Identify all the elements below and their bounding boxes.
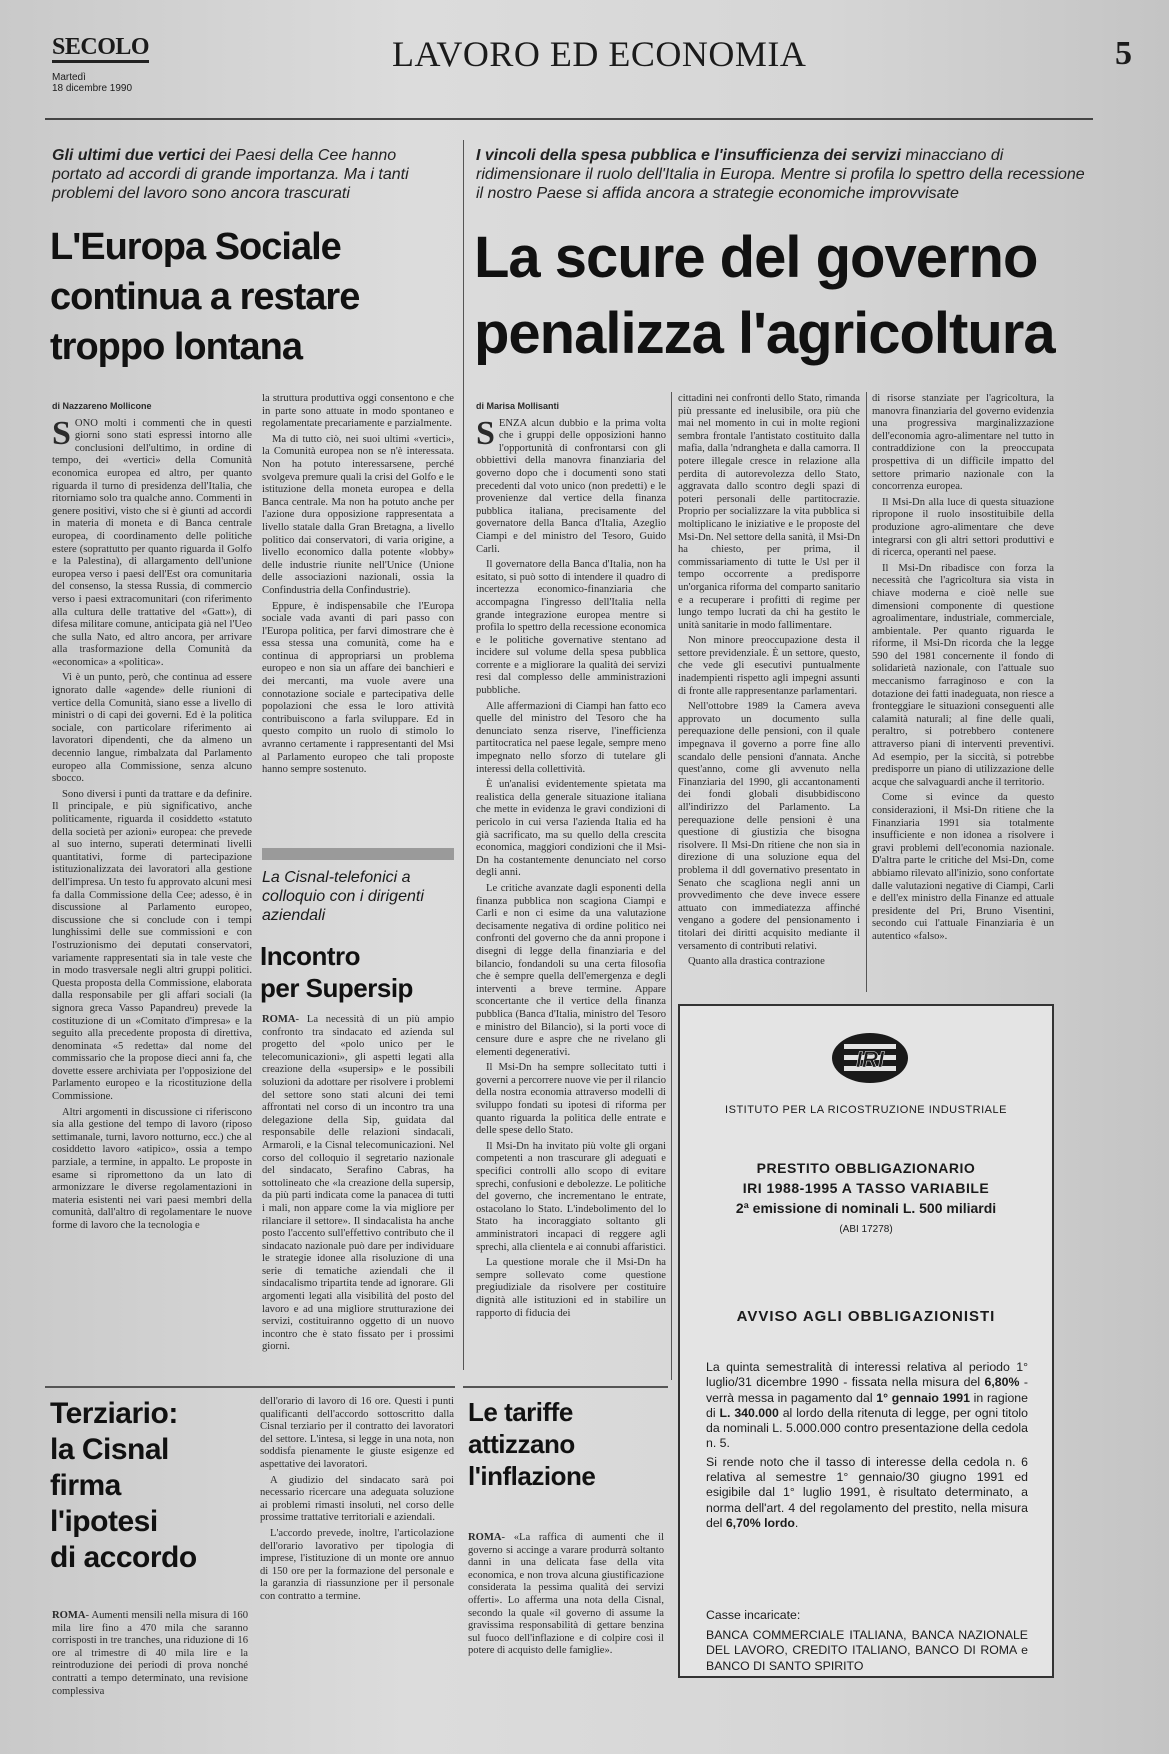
- agricoltura-paragraph: Il Msi-Dn ha invitato più volte gli organi competenti a non trascurare gli adeguati e specifici controlli allo scopo di evitare sprechi, confusioni e debolezze. Le politiche del governo, che incrementano le entrate, ostacolano lo Stato. L'indebolimento del lo Stato ha incoraggiato soltanto gli amministratori incapaci di reggere agli sprechi, alla clientela e ai connubi affaristici.: [476, 1140, 666, 1253]
- section-title: LAVORO ED ECONOMIA: [392, 34, 807, 74]
- newspaper-logo: SECOLO: [52, 34, 149, 63]
- agricoltura-paragraph: cittadini nei confronti dello Stato, rimanda più pressante ed inelusibile, ora più che mai nel momento in cui in molte regioni sembra frontale l'antistato costituito dalla mafia, dalla 'ndrangheta e dalla camorra. Il potere illegale cresce in relazione alla perdita di autorevolezza dello Stato, aggravata dallo scontro degli spazi di poteri personali delle partitocrazie. Proprio per socializzare la vita pubblica si moltiplicano le iniziative e le proposte del Msi-Dn. Nel settore della sanità, il Msi-Dn ha chiesto, per prima, il commissariamento di tutte le Usl per il tempo occorrente a predisporre un'organica riforma del comparto sanitario e a recuperare i profitti di regime per lungo tempo lucrati da chi ha gestito le unità sanitarie in modo fallimentare.: [678, 393, 860, 631]
- iri-institute-name: ISTITUTO PER LA RICOSTRUZIONE INDUSTRIALE: [725, 1104, 1007, 1116]
- tariffe-body: [468, 1532, 664, 1732]
- agricoltura-paragraph: Il governatore della Banca d'Italia, non ha esitato, si può sotto di intendere il quadro di incertezza economico-finanziaria che accompagna l'ingresso dell'Italia nella grande integrazione europea mentre si profila lo spettro della recessione economica e le politiche governative stentano ad incidere sul volume della spesa pubblica corrente e a migliorare la qualità dei servizi resi dal complesso delle amministrazioni pubbliche.: [476, 559, 666, 697]
- agricoltura-kicker: [476, 146, 1086, 203]
- europa-paragraph: Eppure, è indispensabile che l'Europa sociale vada avanti di pari passo con l'Europa politica, per farvi dimostrare che è essa stessa una comunità, come ha e continua di appropriarsi un problema europeo e non sia un affare dei banchieri e dei mercanti, ma vuole avere una connotazione sociale e partecipativa delle popolazioni che essa le loro attività contribuiscono a farla sviluppare. Ed in questo compito un ruolo di stimolo lo avranno certamente i rappresentanti del Msi al Parlamento europeo che tali proposte hanno sempre sostenuto.: [262, 600, 454, 776]
- agricoltura-headline: [474, 220, 1094, 372]
- agricoltura-column-1: [476, 400, 666, 1380]
- telefonici-text: - La necessità di un più ampio confronto tra sindacato ed azienda sul progetto del «polo unico per le telecomunicazioni», gli aspetti legati alla creazione della «supersip» e le possibili soluzioni da adottare per risolvere i problemi del settore sono stati alcuni dei temi affrontati nel corso di un incontro tra una delegazione della Sip, guidata dal responsabile delle relazioni sindacali, Armaroli, e la Cisnal telecomunicazioni. Nel corso del colloquio il segretario nazionale del sindacato, Serafino Cabras, ha sottolineato che «la creazione della supersip, da più parti indicata come la panacea di tutti i mali, non appare come la via migliore per rilanciare il settore». Il sindacalista ha anche posto l'accento sull'effettivo contributo che il sindacato nazionale può dare per individuare le strategie idonee alla risoluzione di una serie di tematiche aziendali che il sindacalismo tripartita tende ad ignorare. Gli argomenti legati alla visibilità del posto del lavoro e ad una migliore strutturazione dei servizi, costituiranno oggetto di un nuovo incontro che è stato fissato per i prossimi giorni.: [262, 1014, 454, 1353]
- agricoltura-paragraph: Il Msi-Dn alla luce di questa situazione ripropone il ruolo insostituibile della produzione agro-alimentare che deve integrarsi con gli altri settori produttivi e di ricerca, operanti nel paese.: [872, 496, 1054, 559]
- agricoltura-paragraph: La questione morale che il Msi-Dn ha sempre sollevato come questione pregiudiziale da risolvere per costituire dignità alle istituzioni ed in stabilire un rapporto di fiducia dei: [476, 1257, 666, 1319]
- terziario-headline-line: la Cisnal: [50, 1433, 169, 1466]
- terziario-headline-line: firma: [50, 1469, 121, 1502]
- page-number: 5: [1115, 35, 1132, 72]
- terziario-text: - Aumenti mensili nella misura di 160 mila lire fino a 470 mila che saranno corrisposti in tre tranches, una riduzione di 16 ore al trimestre di 40 mila lire e la reintroduzione dei periodi di prova nonché contratti a tempo determinato, una revisione complessiva: [52, 1610, 248, 1697]
- ad-abi-code: (ABI 17278): [839, 1224, 893, 1235]
- tariffe-headline-line: attizzano: [468, 1429, 575, 1459]
- europa-byline: di Nazzareno Mollicone: [52, 401, 152, 411]
- section-rule: [45, 1386, 455, 1388]
- terziario-column-2: [260, 1396, 454, 1726]
- tariffe-headline-line: l'inflazione: [468, 1461, 596, 1491]
- ad-notice-body: [706, 1360, 1028, 1534]
- europa-paragraph: ONO molti i commenti che in questi giorni sono stati espressi intorno alle conclusioni dell'ultimo, in ordine di tempo, dei «vertici» della Comunità economica europea ed altro, per quanto riguarda il turno di presidenza dell'Italia, che ritorniamo solo tra qualche anno. Commenti in genere positivi, visto che si è giunti ad accordi in materia di moneta e di Banca centrale europea, di coordinamento delle politiche estere (soprattutto per quanto riguarda il Golfo e la Palestina), di allargamento dell'unione europea verso i paesi dell'Est ora comunitaria del consenso, la stessa Russia, di commercio verso i paesi extracomunitari (con riferimento alla cultura delle trattative del «Gatt»), di difesa militare comune, anticipata già nel l'Ueo che sulla Nato, ed altro ancora, per arrivare alla trasformazione della Comunità da «economica» a «politica».: [52, 417, 252, 668]
- agricoltura-paragraph: ENZA alcun dubbio e la prima volta che i gruppi delle opposizioni hanno l'opportunità di confrontarsi con gli obbiettivi della manovra finanziaria del governo dopo che i documenti sono stati precedenti dal voto unico (non predetti) e le provenienze dal vertice della finanza pubblica italiana, precisamente del governatore della Banca d'Italia, Azeglio Ciampi e del ministro del Tesoro, Guido Carli.: [476, 417, 666, 555]
- ad-banks-label: Casse incaricate:: [706, 1608, 801, 1622]
- agricoltura-byline: di Marisa Mollisanti: [476, 401, 560, 411]
- europa-column-1: [52, 400, 252, 1270]
- terziario-paragraph: A giudizio del sindacato sarà poi necessario ricercare una adeguata soluzione ai problemi rimasti insoluti, nel corso delle prossime trattative territoriali e aziendali.: [260, 1474, 454, 1524]
- europa-headline-line: L'Europa Sociale: [50, 226, 341, 268]
- tariffe-dateline: ROMA: [468, 1532, 502, 1543]
- masthead-rule: [45, 118, 1093, 120]
- terziario-headline-line: di accordo: [50, 1541, 197, 1574]
- telefonici-dateline: ROMA: [262, 1014, 296, 1025]
- europa-paragraph: Ma di tutto ciò, nei suoi ultimi «vertici», la Comunità europea non se n'è interessata. Non ha potuto interessarsene, perché svolgeva premure quali la crisi del Golfo e le istituzione della moneta europea e della Banca centrale. Ma non ha potuto anche per l'azione dura opposizione rappresentata a livello statale dalla Gran Bretagna, a livello politico dai conservatori, di varia origine, a livello economico dalla potente «lobby» delle industrie riunite nell'Unice (Unione delle associazioni nazionali, ossia la Confindustria della Confindustrie).: [262, 433, 454, 596]
- terziario-dateline: ROMA: [52, 1610, 86, 1621]
- europa-headline-line: troppo lontana: [50, 326, 302, 368]
- europa-drop-cap: S: [52, 414, 71, 452]
- telefonici-headline-line: Incontro: [260, 941, 360, 971]
- europa-paragraph: la struttura produttiva oggi consentono e che in parte sono attuate in modo spontaneo e regolamentate precariamente e parzialmente.: [262, 393, 454, 430]
- box-shaded-bar: [262, 848, 454, 860]
- ad-banks-list: BANCA COMMERCIALE ITALIANA, BANCA NAZIONALE DEL LAVORO, CREDITO ITALIANO, BANCO DI ROMA e BANCO DI SANTO SPIRITO: [706, 1628, 1028, 1673]
- agricoltura-paragraph: Il Msi-Dn ribadisce con forza la necessità che l'agricoltura sia vista in chiave moderna e cioè nelle sue dimensioni componente di questione agroalimentare, industriale, commerciale, ambientale. Per quanto riguarda le riforme, il Msi-Dn ricorda che la legge 590 del 1981 concernente il fondo di solidarietà nazionale, con l'attuale suo meccanismo farraginoso e con la dotazione dei fatti inadeguata, non riesce a fronteggiare le situazioni conseguenti alle calamità naturali; al fine delle quali, peraltro, si potrebbero contenere attraverso piani di interventi preventivi. Ad esempio, per la siccità, si potrebbe predisporre un piano di utilizzazione delle acque che salvaguardi anche il territorio.: [872, 562, 1054, 788]
- iri-logo-icon: [830, 1030, 910, 1086]
- agricoltura-kicker-rest: minacciano di ridimensionare il ruolo dell'Italia in Europa. Mentre si profila lo spettro della recessione il nostro Paese si affida ancora a strategie economiche improvvisate: [476, 147, 1085, 202]
- agricoltura-paragraph: Alle affermazioni di Ciampi han fatto eco quelle del ministro del Tesoro che ha denunciato senza riserve, l'inefficienza partitocratica nel paese legale, sempre meno impegnato nello sforzo di tutelare gli interessi della collettività.: [476, 700, 666, 775]
- terziario-paragraph: dell'orario di lavoro di 16 ore. Questi i punti qualificanti dell'accordo sottoscritto dalla Cisnal terziario per il contratto dei lavoratori del settore. L'intesa, si legge in una nota, non soddisfa pienamente le giuste esigenze ed aspettative dei lavoratori.: [260, 1396, 454, 1470]
- europa-paragraph: Vi è un punto, però, che continua ad essere ignorato dalle «agende» delle riunioni di vertice della Comunità, siano esse a livello di ministri o di capi dei governi. Ed è la politica sociale, con particolare riferimento ai lavoratori dipendenti, che da almeno un decennio langue, rimbalzata dal Parlamento europeo alla Commissione, senza alcuno sbocco.: [52, 672, 252, 785]
- europa-kicker-rest: dei Paesi della Cee hanno portato ad accordi di grande importanza. Ma i tanti problemi del lavoro sono ancora trascurati: [52, 147, 409, 202]
- ad-title-line: IRI 1988-1995 A TASSO VARIABILE: [742, 1180, 990, 1196]
- terziario-headline: [50, 1396, 250, 1576]
- terziario-column-1: [52, 1610, 248, 1730]
- iri-logo-text: IRI: [855, 1047, 885, 1072]
- europa-paragraph: Sono diversi i punti da trattare e da definire. Il principale, e più significativo, anche politicamente, riguarda il cosiddetto «statuto della società per azioni» europea: che prevede al suo interno, superati determinati livelli quantitativi, forme di partecipazione istituzionalizzata dei lavoratori alla gestione dell'impresa. Un testo fu approvato alcuni mesi fa dalla Commissione della Cee; adesso, è in discussione al Parlamento europeo, discussione che si conclude con i tempi lunghissimi delle sue commissioni e con l'ostruzionismo dei deputati conservatori, variamente rappresentati sia in tale veste che in modo trasversale negli altri gruppi politici. Questa proposta della Commissione, elaborata dalla responsabile per gli affari sociali (la signora greca Vasso Papandreu) prevede la costituzione di un «Comitato d'impresa» e la seguito alla precedente proposta di direttiva, denominata «5 redetta» dal nome del commissario che la propose dieci anni fa, che dovette essere archiviata per l'opposizione del Parlamento europeo e la ricostituzione della Commissione.: [52, 788, 252, 1103]
- europa-headline: [50, 222, 430, 372]
- tariffe-text: - «La raffica di aumenti che il governo si accinge a varare produrrà soltanto danni in una delicata fase della vita economica, e non trova alcuna giustificazione considerata la pessima qualità dei servizi offerti». Lo afferma una nota della Cisnal, secondo la quale «il governo di assume la gravissima responsabilità di gettare benzina sul fuoco dell'inflazione e di colpire così il potere di acquisto delle famiglie».: [468, 1532, 664, 1657]
- column-divider: [671, 392, 672, 1380]
- column-divider: [866, 392, 867, 992]
- agricoltura-headline-line: penalizza l'agricoltura: [474, 301, 1055, 366]
- agricoltura-kicker-bold: I vincoli della spesa pubblica e l'insufficienza dei servizi: [476, 147, 901, 164]
- europa-headline-line: continua a restare: [50, 276, 360, 318]
- iri-advertisement: [678, 1004, 1054, 1678]
- telefonici-headline-line: per Supersip: [260, 973, 413, 1003]
- agricoltura-paragraph: Il Msi-Dn ha sempre sollecitato tutti i governi a percorrere nuove vie per il rilancio della nostra economia attraverso modelli di sviluppo fondati su ipotesi di riforma per quanto riguarda la politica delle entrate e delle spese dello Stato.: [476, 1062, 666, 1137]
- ad-title-line: 2ª emissione di nominali L. 500 miliardi: [735, 1200, 997, 1216]
- terziario-headline-line: Terziario:: [50, 1397, 178, 1430]
- terziario-headline-line: l'ipotesi: [50, 1505, 158, 1538]
- issue-full-date: 18 dicembre 1990: [52, 83, 133, 94]
- agricoltura-headline-line: La scure del governo: [474, 225, 1038, 290]
- europa-kicker: [52, 146, 422, 203]
- column-divider: [463, 140, 464, 1370]
- telefonici-kicker: La Cisnal-telefonici a colloquio con i dirigenti aziendali: [262, 869, 424, 924]
- terziario-paragraph: L'accordo prevede, inoltre, l'articolazione dell'orario lavorativo per tipologia di imprese, l'istituzione di un monte ore annuo di 150 ore per la formazione del personale e la garanzia di riassunzione per il personale con contratto a termine.: [260, 1527, 454, 1602]
- ad-paragraph: Si rende noto che il tasso di interesse della cedola n. 6 relativa al semestre 1° gennaio/30 giugno 1991 ed esigibile dal 1° luglio 1991, è risultato determinato, a norma dell'art. 4 del regolamento del prestito, nella misura del 6,70% lordo.: [706, 1454, 1028, 1530]
- agricoltura-column-3: [872, 393, 1054, 989]
- ad-paragraph: La quinta semestralità di interessi relativa al periodo 1° luglio/31 dicembre 1990 - fissata nella misura del 6,80% - verrà messa in pagamento dal 1° gennaio 1991 in ragione di L. 340.000 al lordo della ritenuta di legge, per ogni titolo da nominali L. 5.000.000 contro presentazione della cedola n. 5.: [706, 1360, 1029, 1451]
- ad-notice-title: AVVISO AGLI OBBLIGAZIONISTI: [736, 1308, 996, 1325]
- telefonici-headline: [260, 940, 460, 1004]
- telefonici-body: [262, 1014, 454, 1394]
- agricoltura-paragraph: Quanto alla drastica contrazione: [688, 956, 825, 968]
- agricoltura-column-2: [678, 393, 860, 989]
- agricoltura-drop-cap: S: [476, 414, 495, 452]
- europa-column-2: [262, 393, 454, 831]
- issue-date: [52, 72, 132, 94]
- tariffe-headline-line: Le tariffe: [468, 1397, 573, 1427]
- issue-weekday: Martedì: [52, 72, 86, 83]
- masthead: [52, 32, 1132, 112]
- ad-title-line: PRESTITO OBBLIGAZIONARIO: [756, 1160, 976, 1176]
- agricoltura-paragraph: Nell'ottobre 1989 la Camera aveva approvato un documento sulla perequazione delle pensioni, con il quale impegnava il governo a porre fine allo scandalo delle pensioni d'annata. Anche quest'anno, come gli avvenuto nella Finanziaria del 1990, gli accantonamenti dei fondi globali disubbidiscono all'indirizzo del Parlamento. La perequazione delle pensioni è una questione di giustizia che bisogna risolvere. Il Msi-Dn ritiene che non sia in direzione di una soluzione equa del problema il ddl governativo presentato in Senato che scagliona negli anni un provvedimento che deve invece essere attuato con immediatezza affinché vengano a godere del pensionamento i titolari dei diritti acquisito mediante il versamento di contributi relativi.: [678, 701, 860, 952]
- europa-paragraph: Altri argomenti in discussione ci riferiscono sia alla gestione del tempo di lavoro (riposo settimanale, turni, lavoro notturno, ecc.) che al cosiddetto lavoro «atipico», ossia a tempo parziale, a termine, in appalto. Le proposte in esame si ripromettono da un lato di armonizzare le diverse regolamentazioni in materia esistenti nei vari paesi membri della comunità, dall'altro di regolamentare le nuove forme di lavoro che la tecnologia e: [52, 1106, 252, 1231]
- agricoltura-paragraph: Come si evince da questo considerazioni, il Msi-Dn ritiene che la Finanziaria 1991 sia totalmente insufficiente e non idonea a risolvere i gravi problemi dell'economia nazionale. D'altra parte le critiche del Msi-Dn, come abbiamo rilevato all'inizio, sono confortate dalle valutazioni negative di Ciampi, Carli e dell'ex ministro della Finanze ed attuale presidente del Pri, Bruno Visentini, secondo cui l'attuale Finanziaria è un autentico «falso».: [872, 792, 1054, 942]
- section-rule: [463, 1386, 668, 1388]
- tariffe-headline: [468, 1396, 668, 1492]
- agricoltura-paragraph: È un'analisi evidentemente spietata ma realistica della generale situazione italiana che mette in evidenza le gravi condizioni di pericolo in cui versa l'azienda Italia ed ha già sacrificato, ma su quello della crescita economica, maggiori condizioni che il Msi-Dn ha costantemente denunciato nel corso degli anni.: [476, 779, 666, 879]
- agricoltura-paragraph: di risorse stanziate per l'agricoltura, la manovra finanziaria del governo evidenzia una progressiva marginalizzazione dell'economia agro-alimentare nel tutto in contraddizione con la preoccupata prospettiva di un difficile impatto del settore primario nazionale con la concorrenza europea.: [872, 393, 1054, 493]
- europa-kicker-bold: Gli ultimi due vertici: [52, 147, 205, 164]
- agricoltura-paragraph: Non minore preoccupazione desta il settore previdenziale. È un settore, questo, che vede gli esecutivi puntualmente inadempienti rispetto agli impegni assunti di fronte alle rappresentanze parlamentari.: [678, 635, 860, 697]
- agricoltura-paragraph: Le critiche avanzate dagli esponenti della finanza pubblica non scagiona Ciampi e Carli e non ci esime da una valutazione decisamente negativa di ordine politico nei confronti del governo che da anni propone i disegni di legge della finanziaria e del bilancio, fondandoli su una certa filosofia che è sempre quella dell'emergenza e degli interventi a breve termine. Appare sconcertante che il vertice della finanza pubblica (Banca d'Italia, ministro del Tesoro e ministro del Bilancio), si la porti voce di censure dure e aspre che ne rivelano gli elementi degenerativi.: [476, 882, 666, 1058]
